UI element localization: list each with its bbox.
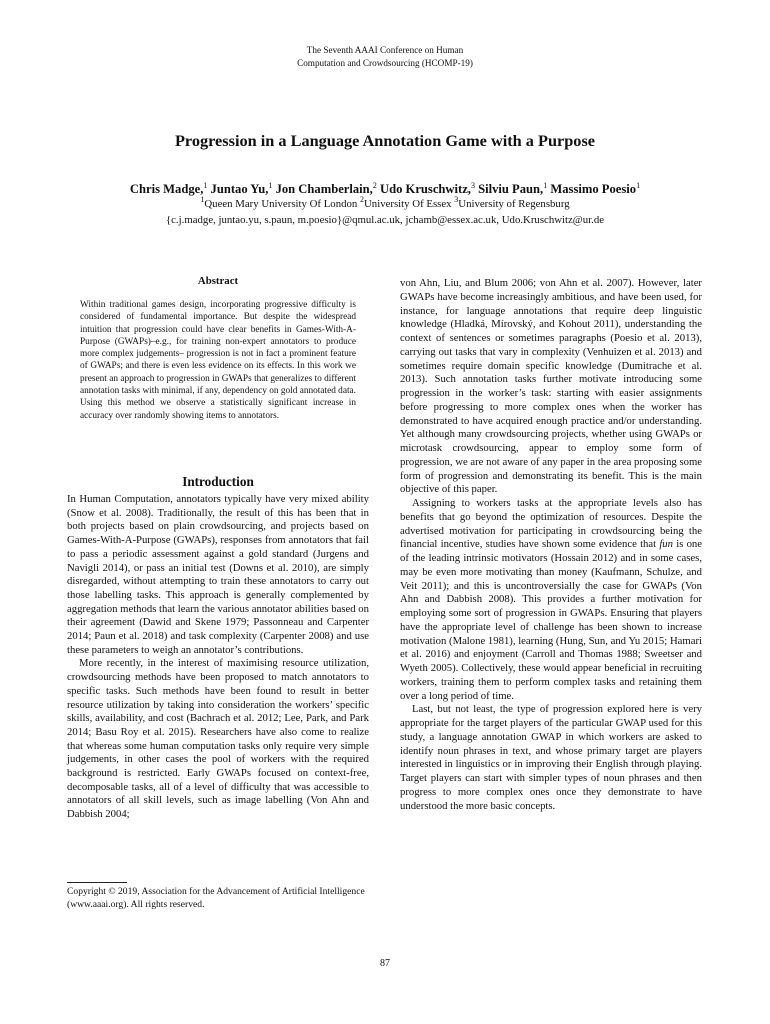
author: Chris Madge,$^1$ xyxy=(129,181,208,196)
author-list xyxy=(0,181,770,197)
paragraph: Last, but not least, the type of progression explored here is very appropriate for the target players of the particular GWAP used for this study, a language annotation GWAP in which workers are asked to identify noun phrases in text, and whose primary target are players interested in linguistics or in improving their English through playing. Target players can start with simpler types of noun phrases and then progress to more complex ones once they demonstrate to have understood the more basic concepts. xyxy=(400,703,702,812)
author: Udo Kruschwitz,$^3$ xyxy=(379,181,475,196)
copyright-footnote: Copyright © 2019, Association for the Advancement of Artificial Intelligence (www.aaai.org). All rights reserved. xyxy=(67,886,365,910)
conference-header xyxy=(0,44,770,69)
paragraph: von Ahn, Liu, and Blum 2006; von Ahn et al. 2007). However, later GWAPs have become increasingly ambitious, and have been used, for instance, for language annotations that require deep linguistic knowledge (Hladká, Mírovský, and Kohout 2011), understanding the context of sentences or sometimes paragraphs (Poesio et al. 2013), carrying out tasks that vary in complexity (Venhuizen et al. 2013) and sometimes require domain specific knowledge (Dumitrache et al. 2013). Such annotation tasks further motivate introducing some progression in the worker’s task: starting with easier assignments before progressing to more complex ones when the worker has demonstrated to have acquired enough practice and/or understanding. Yet although many crowdsourcing projects, whether using GWAPs or microtask crowdsourcing, appear to employ some form of progression, we are not aware of any paper in the area proposing some form of progression and demonstrating its benefit. This is the main objective of this paper. xyxy=(400,277,702,496)
author: Silviu Paun,$^1$ xyxy=(478,181,548,196)
affiliation-line: $^1$Queen Mary University Of London $^2$University Of Essex $^3$University of Regensburg xyxy=(200,195,570,210)
abstract-text: Within traditional games design, incorporating progressive difficulty is considered of fundamental importance. But despite the widespread intuition that progression could have clear benefits in Games-With-A-Purpose (GWAPs)–e.g., for training non-expert annotators to produce more complex judgements– progression is not in fact a prominent feature of GWAPs; and there is even less evidence on its effects. In this work we present an approach to progression in GWAPs that generalizes to different annotation tasks with minimal, if any, dependency on gold annotated data. Using this method we observe a statistically significant increase in accuracy over randomly showing items to annotators. xyxy=(80,300,356,421)
footnote-rule xyxy=(67,882,127,883)
paragraph: More recently, in the interest of maximising resource utilization, crowdsourcing methods have been proposed to match annotators to specific tasks. Such methods have been found to result in better resource utilization by taking into consideration the workers’ specific skills, availability, and cost (Bachrach et al. 2012; Lee, Park, and Park 2014; Basu Roy et al. 2015). Researchers have also come to realize that whereas some human computation tasks only require very simple judgements, in other cases the pool of workers with the required background is restricted. Early GWAPs focused on context-free, decomposable tasks, all of a level of difficulty that was accessible to annotators of all skill levels, such as image labelling (Von Ahn and Dabbish 2004; xyxy=(67,657,369,821)
paragraph: Assigning to workers tasks at the appropriate levels also has benefits that go beyond the optimization of resources. Despite the advertised motivation for participating in crowdsourcing being the financial incentive, studies have shown some evidence that fun is one of the leading intrinsic motivators (Hossain 2012) and in some cases, may be even more motivating than money (Kaufmann, Schulze, and Veit 2011); and this is uncontroversially the case for GWAPs (Von Ahn and Dabbish 2008). This provides a further motivation for employing some sort of progression in GWAPs. Ensuring that players have the appropriate level of challenge has been shown to increase motivation (Malone 1981), learning (Hung, Sun, and Yu 2015; Hamari et al. 2016) and enjoyment (Carroll and Thomas 1988; Sweetser and Wyeth 2005). Collectively, these would appear beneficial in recruiting workers, training them to perform complex tasks and retaining them over a long period of time. xyxy=(400,497,703,702)
abstract-heading: Abstract xyxy=(197,275,239,287)
author-emails: {c.j.madge, juntao.yu, s.paun, m.poesio}@qmul.ac.uk, jchamb@essex.ac.uk, Udo.Kruschwitz@ur.de xyxy=(165,213,605,226)
paper-title: Progression in a Language Annotation Game with a Purpose xyxy=(174,131,596,150)
conference-line-1: The Seventh AAAI Conference on Human xyxy=(306,45,464,55)
conference-line-2: Computation and Crowdsourcing (HCOMP-19) xyxy=(297,57,473,68)
author: Jon Chamberlain,$^2$ xyxy=(275,181,377,196)
right-column-body xyxy=(400,277,702,813)
author: Juntao Yu,$^1$ xyxy=(210,181,273,196)
author: Massimo Poesio$^1$ xyxy=(550,181,641,196)
introduction-heading: Introduction xyxy=(182,474,254,489)
paragraph: In Human Computation, annotators typically have very mixed ability (Snow et al. 2008). Traditionally, the result of this has been that in both projects based on plain crowdsourcing, and projects based on Games-With-A-Purpose (GWAPs), responses from annotators that fail to pass a periodic assessment against a gold standard (Jurgens and Navigli 2014), or pass an initial test (Downs et al. 2010), are simply disregarded, without attempting to train these annotators to carry out those labelling tasks. This approach is generally complemented by aggregation methods that learn the various annotator abilities based on their agreement (Dawid and Skene 1979; Passonneau and Carpenter 2014; Paun et al. 2018) and task complexity (Carpenter 2008) and use these parameters to weigh an annotator’s contributions. xyxy=(67,493,369,656)
copyright-icon: © xyxy=(108,886,116,897)
affiliations xyxy=(0,197,770,228)
page-number: 87 xyxy=(380,958,390,969)
introduction-body xyxy=(67,493,369,822)
